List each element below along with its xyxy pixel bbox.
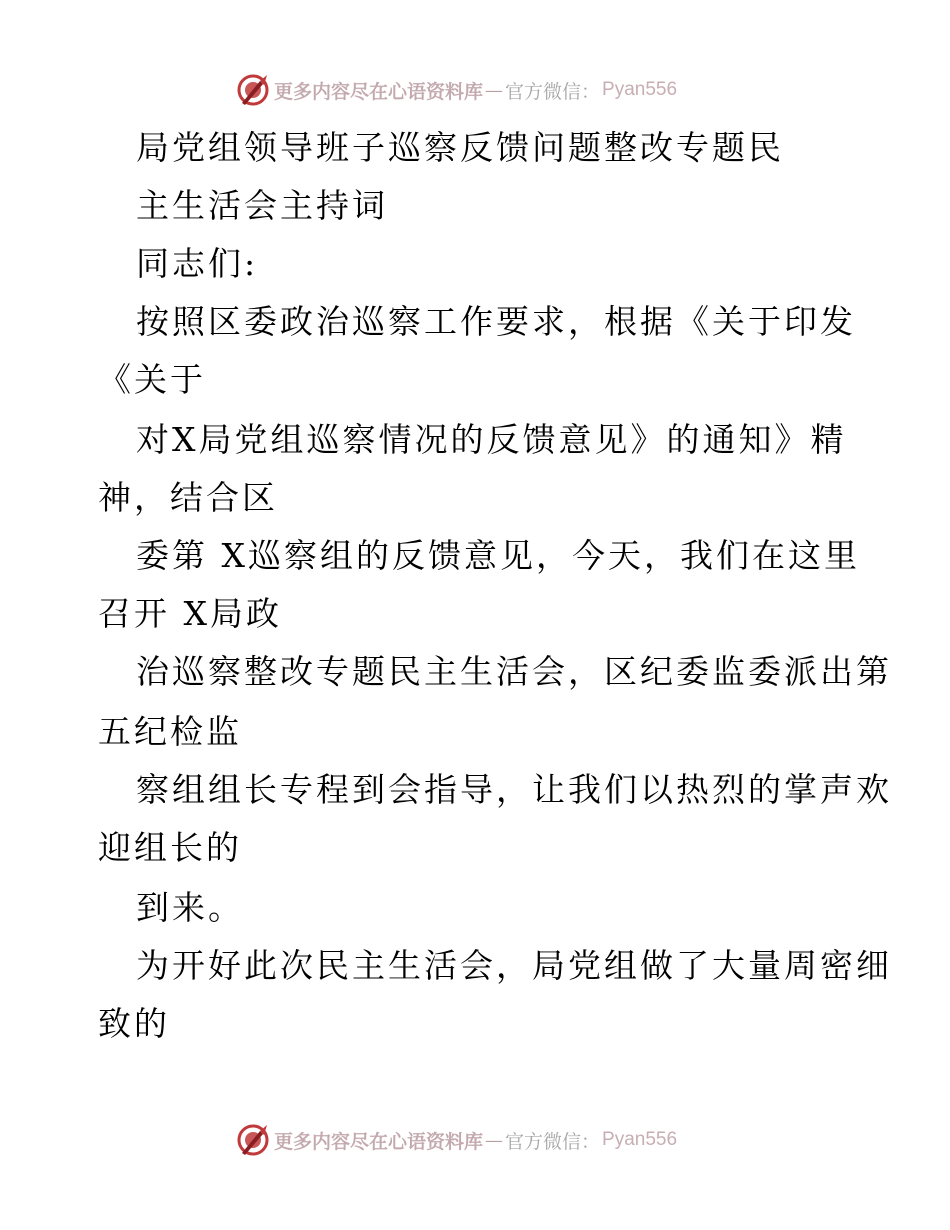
paragraph-line: 察组组长专程到会指导，让我们以热烈的掌声欢: [136, 770, 892, 809]
watermark-site-name: 更多内容尽在心语资料库: [274, 80, 484, 103]
paragraph-line: 治巡察整改专题民主生活会，区纪委监委派出第: [136, 652, 892, 691]
quill-seal-icon: [236, 73, 270, 107]
paragraph-line: 五纪检监: [98, 712, 242, 751]
paragraph-line: 到来。: [136, 888, 244, 927]
paragraph-line: 迎组长的: [98, 828, 242, 867]
quill-seal-icon: [236, 1123, 270, 1157]
watermark-wechat-label: 官方微信：: [505, 80, 601, 103]
document-title-line-1: 局党组领导班子巡察反馈问题整改专题民: [136, 128, 784, 167]
paragraph-line: 召开 X局政: [98, 594, 282, 633]
watermark-dash: —: [485, 1129, 504, 1151]
document-title-line-2: 主生活会主持词: [136, 186, 388, 225]
paragraph-line: 神，结合区: [98, 478, 278, 517]
paragraph-line: 致的: [98, 1004, 170, 1043]
watermark-wechat-id: Pyan556: [602, 1129, 678, 1150]
paragraph-line: 委第 X巡察组的反馈意见，今天，我们在这里: [136, 536, 860, 575]
paragraph-line: 为开好此次民主生活会，局党组做了大量周密细: [136, 946, 892, 985]
footer-watermark: [236, 1122, 677, 1158]
paragraph-line: 对X局党组巡察情况的反馈意见》的通知》精: [136, 420, 847, 459]
salutation: 同志们:: [136, 244, 259, 283]
header-watermark: [236, 72, 677, 108]
watermark-dash: —: [485, 79, 504, 101]
paragraph-line: 按照区委政治巡察工作要求，根据《关于印发: [136, 302, 856, 341]
watermark-site-name: 更多内容尽在心语资料库: [274, 1130, 484, 1153]
watermark-wechat-id: Pyan556: [602, 79, 678, 100]
watermark-wechat-label: 官方微信：: [505, 1130, 601, 1153]
paragraph-line: 《关于: [98, 360, 206, 399]
